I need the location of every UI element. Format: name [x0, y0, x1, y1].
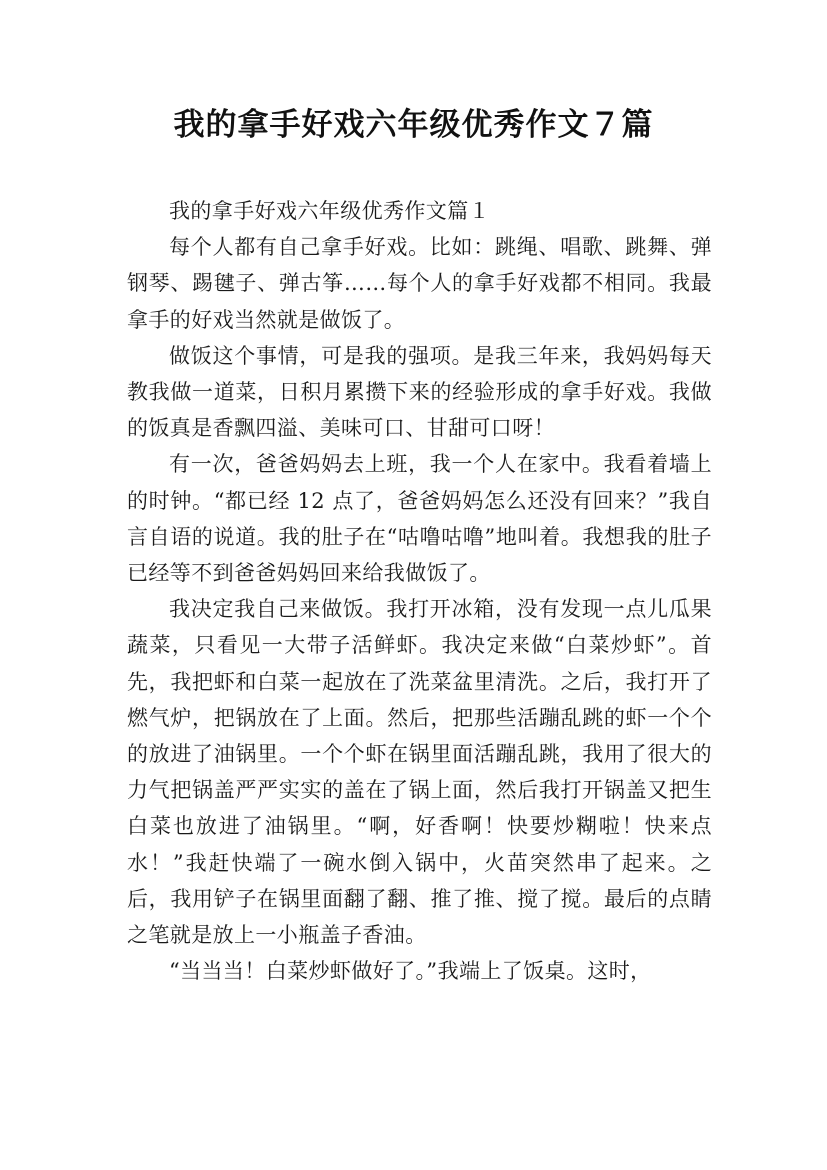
paragraph-4: 我决定我自己来做饭。我打开冰箱，没有发现一点儿瓜果蔬菜，只看见一大带子活鲜虾。我决定来做“白菜炒虾”。首先，我把虾和白菜一起放在了洗菜盆里清洗。之后，我打开了燃气炉，把锅放在了上面。然后，把那些活蹦乱跳的虾一个个的放进了油锅里。一个个虾在锅里面活蹦乱跳，我用了很大的力气把锅盖严严实实的盖在了锅上面，然后我打开锅盖又把生白菜也放进了油锅里。“啊，好香啊！快要炒糊啦！快来点水！”我赶快端了一碗水倒入锅中，火苗突然串了起来。之后，我用铲子在锅里面翻了翻、推了推、搅了搅。最后的点睛之笔就是放上一小瓶盖子香油。 — [127, 597, 712, 948]
document-body — [127, 193, 712, 989]
paragraph-3: 有一次，爸爸妈妈去上班，我一个人在家中。我看着墙上的时钟。“都已经 12 点了，爸爸妈妈怎么还没有回来？”我自言自语的说道。我的肚子在“咕噜咕噜”地叫着。我想我的肚子已经等不到爸爸妈妈回来给我做饭了。 — [127, 452, 712, 586]
paragraph-2: 做饭这个事情，可是我的强项。是我三年来，我妈妈每天教我做一道菜，日积月累攒下来的经验形成的拿手好戏。我做的饭真是香飘四溢、美味可口、甘甜可口呀！ — [127, 343, 712, 441]
document-title: 我的拿手好戏六年级优秀作文７篇 — [173, 107, 654, 143]
essay-subtitle: 我的拿手好戏六年级优秀作文篇１ — [169, 199, 490, 223]
paragraph-5: “当当当！白菜炒虾做好了。”我端上了饭桌。这时， — [169, 959, 652, 984]
paragraph-1: 每个人都有自己拿手好戏。比如：跳绳、唱歌、跳舞、弹钢琴、踢毽子、弹古筝……每个人的拿手好戏都不相同。我最拿手的好戏当然就是做饭了。 — [127, 235, 712, 332]
